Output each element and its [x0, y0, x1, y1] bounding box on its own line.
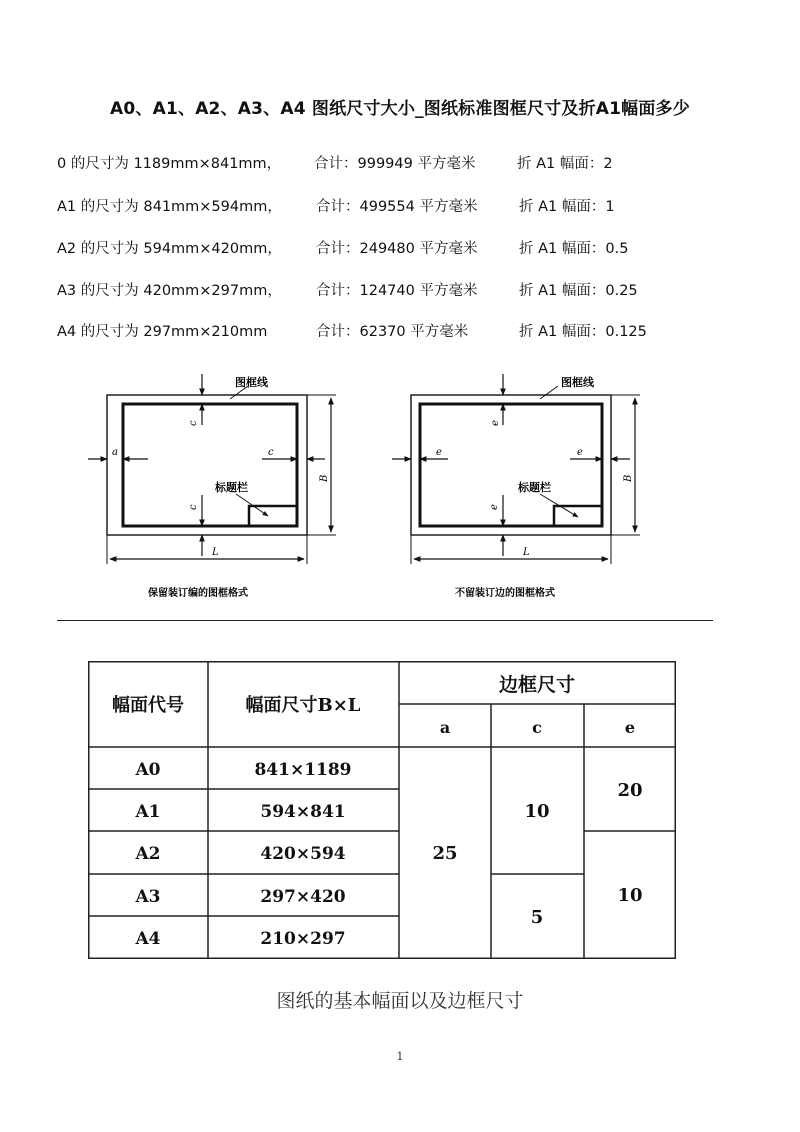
dim-b: B [623, 474, 634, 482]
total-text: 合计：499554 平方毫米 [316, 199, 478, 215]
diagram-without-binding-margin [392, 374, 640, 599]
paper-size-table [88, 661, 676, 959]
dim-c-bottom: c [188, 504, 199, 510]
cell-e-1: 20 [617, 780, 643, 801]
cell-size: 420×594 [260, 844, 346, 864]
table-caption: 图纸的基本幅面以及边框尺寸 [276, 990, 524, 1012]
dim-c-right: c [268, 447, 274, 458]
page-title: A0、A1、A2、A3、A4 图纸尺寸大小_图纸标准图框尺寸及折A1幅面多少 [110, 99, 690, 119]
cell-e-2: 10 [617, 885, 643, 906]
dim-l: L [212, 547, 219, 558]
diagram-caption: 保留装订编的图框格式 [148, 588, 248, 599]
cell-size: 297×420 [260, 887, 346, 907]
dim-l: L [523, 547, 530, 558]
frame-line-label: 图框线 [235, 376, 268, 389]
total-text: 合计：62370 平方毫米 [316, 324, 469, 340]
frame-line [123, 404, 297, 526]
cell-a: 25 [432, 843, 458, 864]
fold-text: 折 A1 幅面：0.5 [519, 241, 629, 257]
cell-code: A0 [135, 760, 161, 780]
size-text: A4 的尺寸为 297mm×210mm [57, 324, 268, 340]
page-number: 1 [396, 1050, 404, 1063]
total-text: 合计：999949 平方毫米 [314, 156, 476, 172]
dim-b: B [319, 474, 330, 482]
header-code: 幅面代号 [112, 695, 184, 716]
fold-text: 折 A1 幅面：1 [519, 199, 615, 215]
dim-c-top: c [188, 420, 199, 426]
frame-line [420, 404, 602, 526]
dim-e-bottom: e [489, 504, 500, 510]
title-block-label: 标题栏 [215, 481, 248, 494]
leader-line [540, 386, 558, 399]
size-text: A2 的尺寸为 594mm×420mm， [57, 241, 282, 257]
size-text: A1 的尺寸为 841mm×594mm， [57, 199, 282, 215]
paper-outline [107, 395, 307, 535]
size-text: A3 的尺寸为 420mm×297mm， [57, 283, 282, 299]
total-text: 合计：124740 平方毫米 [316, 283, 478, 299]
paper-outline [411, 395, 611, 535]
fold-text: 折 A1 幅面：0.25 [519, 283, 638, 299]
fold-text: 折 A1 幅面：0.125 [519, 324, 647, 340]
total-text: 合计：249480 平方毫米 [316, 241, 478, 257]
dim-e-left: e [436, 447, 442, 458]
title-block [554, 506, 602, 526]
header-border: 边框尺寸 [498, 674, 576, 696]
header-e: e [624, 718, 636, 737]
header-a: a [439, 718, 451, 737]
diagram-with-binding-margin [88, 374, 336, 599]
cell-size: 841×1189 [254, 760, 352, 780]
header-c: c [532, 718, 542, 737]
fold-text: 折 A1 幅面：2 [517, 156, 613, 172]
cell-code: A1 [135, 802, 161, 822]
header-size: 幅面尺寸B×L [245, 695, 361, 716]
diagram-caption: 不留装订边的图框格式 [455, 588, 555, 599]
cell-code: A4 [135, 929, 161, 949]
dim-e-right: e [577, 447, 583, 458]
cell-c-2: 5 [530, 907, 544, 928]
cell-code: A2 [135, 844, 161, 864]
dim-a: a [112, 447, 118, 458]
size-text: 0 的尺寸为 1189mm×841mm， [57, 156, 282, 172]
title-block-label: 标题栏 [518, 481, 551, 494]
cell-size: 210×297 [260, 929, 346, 949]
section-divider [57, 620, 713, 621]
cell-size: 594×841 [260, 802, 346, 822]
frame-format-diagrams [0, 360, 800, 610]
frame-line-label: 图框线 [561, 376, 594, 389]
cell-code: A3 [135, 887, 161, 907]
dim-e-top: e [490, 420, 501, 426]
title-block [249, 506, 297, 526]
cell-c-1: 10 [524, 801, 550, 822]
